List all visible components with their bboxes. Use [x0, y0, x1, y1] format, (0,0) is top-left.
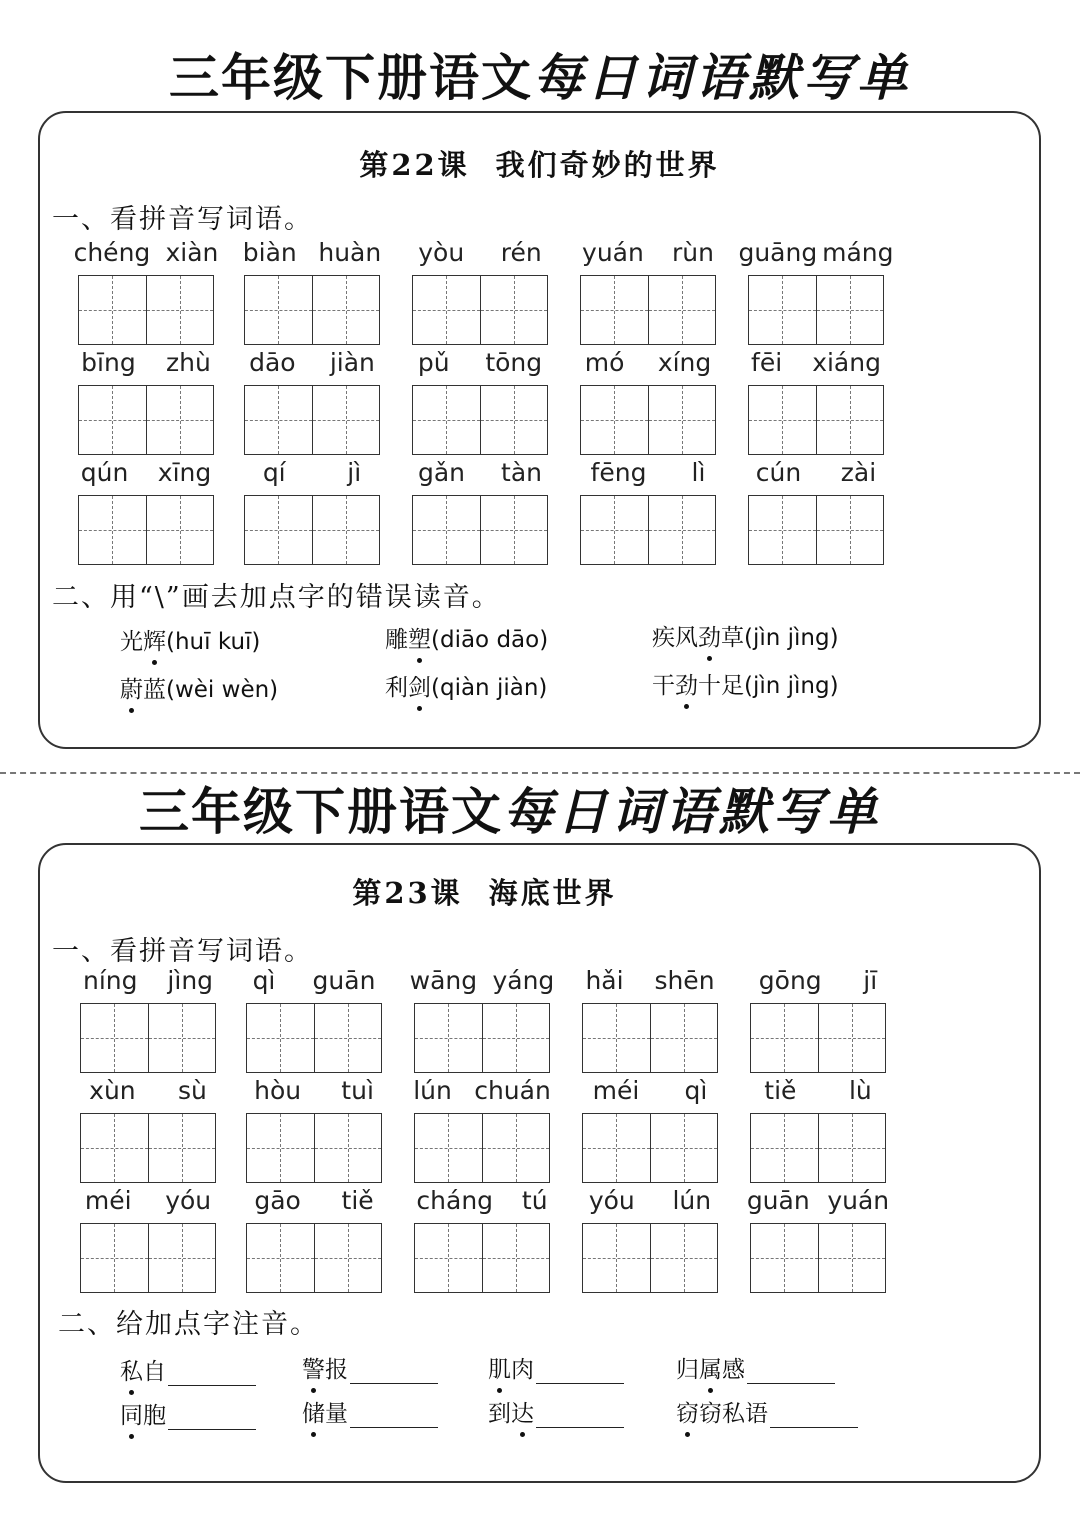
pinyin-syllable: lì	[691, 458, 706, 487]
writing-box[interactable]	[78, 495, 214, 565]
pinyin-syllable: xiàn	[165, 238, 219, 267]
pinyin-label	[570, 1075, 730, 1107]
pinyin-cell	[246, 1075, 382, 1185]
tianzige-square[interactable]	[79, 386, 146, 454]
pinyin-label	[66, 237, 226, 269]
tianzige-square[interactable]	[480, 386, 548, 454]
pinyin-syllable: gǎn	[417, 458, 466, 487]
writing-box[interactable]	[78, 275, 214, 345]
pinyin-cell	[412, 347, 548, 457]
tianzige-square[interactable]	[148, 1224, 216, 1292]
writing-box[interactable]	[412, 385, 548, 455]
pinyin-cell	[78, 457, 214, 567]
writing-box[interactable]	[80, 1113, 216, 1183]
writing-box[interactable]	[582, 1003, 718, 1073]
writing-box[interactable]	[80, 1003, 216, 1073]
tianzige-square[interactable]	[818, 1114, 886, 1182]
writing-box[interactable]	[582, 1113, 718, 1183]
pinyin-syllable: shēn	[654, 966, 715, 995]
pinyin-syllable: biàn	[242, 238, 297, 267]
writing-box[interactable]	[412, 495, 548, 565]
pinyin-syllable: jiàn	[329, 348, 375, 377]
writing-box[interactable]	[580, 495, 716, 565]
tianzige-square[interactable]	[413, 276, 480, 344]
tianzige-square[interactable]	[148, 1114, 216, 1182]
answer-blank[interactable]	[747, 1361, 835, 1384]
banner-title-main: 三年级下册语文	[169, 48, 533, 107]
banner-2	[0, 782, 1050, 842]
pinyin-syllable: lún	[672, 1186, 712, 1215]
tianzige-square[interactable]	[816, 276, 884, 344]
question-item: 私自	[120, 1353, 256, 1386]
pinyin-syllable: pǔ	[417, 348, 450, 377]
pinyin-syllable: guāng	[738, 238, 818, 267]
pinyin-label	[402, 965, 562, 997]
pinyin-label	[736, 457, 896, 489]
pinyin-syllable: rén	[500, 238, 542, 267]
tianzige-square[interactable]	[751, 1114, 818, 1182]
pinyin-syllable: cháng	[416, 1186, 494, 1215]
tianzige-square[interactable]	[413, 496, 480, 564]
writing-box[interactable]	[246, 1003, 382, 1073]
pinyin-syllable: dāo	[249, 348, 296, 377]
pinyin-label	[738, 965, 898, 997]
cut-line	[0, 772, 1080, 774]
tianzige-square[interactable]	[247, 1114, 314, 1182]
tianzige-square[interactable]	[648, 386, 716, 454]
pinyin-syllable: yòu	[418, 238, 465, 267]
pinyin-syllable: lù	[848, 1076, 872, 1105]
tianzige-square[interactable]	[650, 1004, 718, 1072]
pinyin-label	[232, 347, 392, 379]
banner-title-sub: 每日词语默写单	[533, 48, 911, 107]
tianzige-square[interactable]	[415, 1224, 482, 1292]
pinyin-syllable: yóu	[165, 1186, 212, 1215]
pinyin-label	[232, 457, 392, 489]
pinyin-syllable: zài	[840, 458, 877, 487]
pinyin-cell	[750, 965, 886, 1075]
pinyin-label	[234, 1185, 394, 1217]
writing-box[interactable]	[580, 275, 716, 345]
answer-blank[interactable]	[536, 1361, 624, 1384]
pinyin-syllable: huàn	[318, 238, 382, 267]
tianzige-square[interactable]	[146, 496, 214, 564]
tianzige-square[interactable]	[749, 496, 816, 564]
pinyin-syllable: chuán	[474, 1076, 551, 1105]
question-item: 光辉(huī kuī)	[120, 623, 260, 656]
pinyin-cell	[244, 237, 380, 347]
writing-box[interactable]	[80, 1223, 216, 1293]
tianzige-square[interactable]	[648, 276, 716, 344]
pinyin-syllable: yóu	[588, 1186, 635, 1215]
pinyin-syllable: máng	[822, 238, 894, 267]
pinyin-cell	[748, 347, 884, 457]
pinyin-syllable: mó	[584, 348, 625, 377]
tianzige-square[interactable]	[415, 1114, 482, 1182]
pinyin-label	[568, 347, 728, 379]
pinyin-cell	[748, 457, 884, 567]
pinyin-cell	[80, 1185, 216, 1295]
writing-box[interactable]	[412, 275, 548, 345]
pinyin-cell	[580, 237, 716, 347]
writing-box[interactable]	[750, 1113, 886, 1183]
pinyin-cell	[246, 1185, 382, 1295]
pinyin-syllable: sù	[177, 1076, 207, 1105]
pinyin-cell	[414, 1075, 550, 1185]
pinyin-syllable: jì	[347, 458, 362, 487]
answer-blank[interactable]	[350, 1361, 438, 1384]
pinyin-syllable: jìng	[167, 966, 214, 995]
tianzige-square[interactable]	[581, 496, 648, 564]
lesson-name: 海底世界	[488, 876, 617, 910]
pinyin-syllable: yuán	[582, 238, 644, 267]
tianzige-square[interactable]	[245, 276, 312, 344]
pinyin-label	[402, 1185, 562, 1217]
tianzige-square[interactable]	[816, 386, 884, 454]
pinyin-cell	[582, 1075, 718, 1185]
tianzige-square[interactable]	[81, 1004, 148, 1072]
question-item: 雕塑(diāo dāo)	[385, 621, 548, 654]
question-item: 警报	[302, 1351, 438, 1384]
pinyin-label	[234, 1075, 394, 1107]
writing-box[interactable]	[246, 1113, 382, 1183]
tianzige-square[interactable]	[482, 1114, 550, 1182]
pinyin-label	[568, 237, 728, 269]
writing-box[interactable]	[582, 1223, 718, 1293]
tianzige-square[interactable]	[751, 1224, 818, 1292]
tianzige-square[interactable]	[81, 1224, 148, 1292]
pinyin-label	[68, 1185, 228, 1217]
question-item: 到达	[488, 1395, 624, 1428]
pinyin-syllable: gōng	[758, 966, 822, 995]
tianzige-square[interactable]	[482, 1224, 550, 1292]
tianzige-square[interactable]	[146, 276, 214, 344]
pinyin-cell	[80, 965, 216, 1075]
pinyin-cell	[244, 457, 380, 567]
answer-blank[interactable]	[770, 1405, 858, 1428]
pinyin-syllable: níng	[82, 966, 138, 995]
tianzige-square[interactable]	[146, 386, 214, 454]
tianzige-square[interactable]	[247, 1004, 314, 1072]
question-item: 蔚蓝(wèi wèn)	[120, 671, 278, 704]
pinyin-syllable: chéng	[73, 238, 151, 267]
pinyin-syllable: jī	[863, 966, 878, 995]
writing-box[interactable]	[246, 1223, 382, 1293]
tianzige-square[interactable]	[581, 276, 648, 344]
pinyin-cell	[580, 347, 716, 457]
tianzige-square[interactable]	[482, 1004, 550, 1072]
tianzige-square[interactable]	[79, 496, 146, 564]
answer-blank[interactable]	[536, 1405, 624, 1428]
pinyin-label	[570, 965, 730, 997]
tianzige-square[interactable]	[312, 276, 380, 344]
pinyin-cell	[746, 1185, 890, 1295]
pinyin-syllable: méi	[84, 1186, 132, 1215]
tianzige-square[interactable]	[650, 1114, 718, 1182]
pinyin-syllable: fēng	[590, 458, 647, 487]
tianzige-square[interactable]	[314, 1004, 382, 1072]
tianzige-square[interactable]	[245, 496, 312, 564]
pinyin-cell	[73, 237, 219, 347]
pinyin-syllable: qì	[252, 966, 276, 995]
writing-box[interactable]	[414, 1003, 550, 1073]
tianzige-square[interactable]	[314, 1114, 382, 1182]
pinyin-label	[232, 237, 392, 269]
pinyin-label	[66, 347, 226, 379]
pinyin-cell	[738, 237, 894, 347]
pinyin-syllable: guān	[746, 1186, 810, 1215]
question-item: 窃窃私语	[676, 1395, 858, 1428]
tianzige-square[interactable]	[818, 1224, 886, 1292]
pinyin-label	[68, 1075, 228, 1107]
pinyin-syllable: guān	[312, 966, 376, 995]
tianzige-square[interactable]	[749, 276, 816, 344]
pinyin-cell	[414, 1185, 550, 1295]
tianzige-square[interactable]	[749, 386, 816, 454]
pinyin-cell	[580, 457, 716, 567]
pinyin-syllable: yáng	[492, 966, 555, 995]
pinyin-syllable: gāo	[254, 1186, 301, 1215]
pinyin-label	[400, 237, 560, 269]
pinyin-label	[400, 347, 560, 379]
pinyin-cell	[244, 347, 380, 457]
tianzige-square[interactable]	[816, 496, 884, 564]
lesson-number: 第23课	[352, 876, 463, 910]
pinyin-syllable: xíng	[657, 348, 712, 377]
writing-box[interactable]	[748, 385, 884, 455]
tianzige-square[interactable]	[751, 1004, 818, 1072]
worksheet-panel-2	[38, 843, 1041, 1483]
pinyin-cell	[78, 347, 214, 457]
pinyin-syllable: tú	[521, 1186, 548, 1215]
pinyin-label	[66, 457, 226, 489]
writing-box[interactable]	[244, 275, 380, 345]
tianzige-square[interactable]	[583, 1114, 650, 1182]
pinyin-syllable: tōng	[485, 348, 543, 377]
question-item: 肌肉	[488, 1351, 624, 1384]
answer-blank[interactable]	[350, 1405, 438, 1428]
pinyin-cell	[80, 1075, 216, 1185]
pinyin-label	[402, 1075, 562, 1107]
question-item: 同胞	[120, 1397, 256, 1430]
pinyin-syllable: xùn	[89, 1076, 136, 1105]
section-title-pinyin: 一、看拼音写词语。	[52, 204, 313, 235]
tianzige-square[interactable]	[480, 496, 548, 564]
pinyin-syllable: tàn	[501, 458, 542, 487]
writing-box[interactable]	[78, 385, 214, 455]
writing-box[interactable]	[750, 1223, 886, 1293]
pinyin-syllable: xiáng	[812, 348, 881, 377]
tianzige-square[interactable]	[650, 1224, 718, 1292]
banner-1	[0, 48, 1080, 108]
tianzige-square[interactable]	[415, 1004, 482, 1072]
tianzige-square[interactable]	[312, 496, 380, 564]
tianzige-square[interactable]	[413, 386, 480, 454]
lesson-title-1	[40, 143, 1039, 184]
writing-box[interactable]	[414, 1113, 550, 1183]
pinyin-syllable: qì	[684, 1076, 708, 1105]
tianzige-square[interactable]	[648, 496, 716, 564]
pinyin-label	[570, 1185, 730, 1217]
question-item: 归属感	[676, 1351, 835, 1384]
pinyin-cell	[246, 965, 382, 1075]
pinyin-cell	[409, 965, 555, 1075]
pinyin-cell	[412, 457, 548, 567]
tianzige-square[interactable]	[314, 1224, 382, 1292]
pinyin-syllable: yuán	[827, 1186, 890, 1215]
pinyin-syllable: hòu	[254, 1076, 302, 1105]
pinyin-label	[568, 457, 728, 489]
pinyin-syllable: qí	[262, 458, 286, 487]
lesson-title-2	[0, 871, 984, 912]
pinyin-label	[68, 965, 228, 997]
writing-box[interactable]	[244, 385, 380, 455]
banner-title-main: 三年级下册语文	[139, 782, 503, 841]
pinyin-cell	[750, 1075, 886, 1185]
pinyin-syllable: lún	[413, 1076, 452, 1105]
question-item: 利剑(qiàn jiàn)	[385, 669, 547, 702]
worksheet-panel-1	[38, 111, 1041, 749]
lesson-name: 我们奇妙的世界	[495, 148, 720, 182]
tianzige-square[interactable]	[480, 276, 548, 344]
pinyin-syllable: zhù	[166, 348, 211, 377]
writing-box[interactable]	[748, 495, 884, 565]
pinyin-syllable: tuì	[341, 1076, 374, 1105]
lesson-number: 第22课	[359, 148, 470, 182]
pinyin-label	[738, 1185, 898, 1217]
question-item: 疾风劲草(jìn jìng)	[652, 619, 839, 652]
pinyin-cell	[412, 237, 548, 347]
writing-box[interactable]	[750, 1003, 886, 1073]
tianzige-square[interactable]	[79, 276, 146, 344]
pinyin-syllable: qún	[80, 458, 129, 487]
pinyin-syllable: méi	[592, 1076, 640, 1105]
pinyin-syllable: fēi	[751, 348, 783, 377]
writing-box[interactable]	[244, 495, 380, 565]
tianzige-square[interactable]	[583, 1004, 650, 1072]
tianzige-square[interactable]	[312, 386, 380, 454]
pinyin-syllable: tiě	[341, 1186, 374, 1215]
pinyin-syllable: cún	[755, 458, 802, 487]
question-item: 干劲十足(jìn jìng)	[652, 667, 839, 700]
tianzige-square[interactable]	[247, 1224, 314, 1292]
tianzige-square[interactable]	[148, 1004, 216, 1072]
section-title-pinyin: 一、看拼音写词语。	[52, 936, 313, 967]
pinyin-syllable: bīng	[81, 348, 136, 377]
tianzige-square[interactable]	[581, 386, 648, 454]
tianzige-square[interactable]	[818, 1004, 886, 1072]
writing-box[interactable]	[414, 1223, 550, 1293]
pinyin-label	[400, 457, 560, 489]
pinyin-label	[234, 965, 394, 997]
tianzige-square[interactable]	[81, 1114, 148, 1182]
question-item: 储量	[302, 1395, 438, 1428]
pinyin-syllable: xīng	[157, 458, 212, 487]
writing-box[interactable]	[580, 385, 716, 455]
pinyin-syllable: tiě	[764, 1076, 797, 1105]
writing-box[interactable]	[748, 275, 884, 345]
pinyin-syllable: hǎi	[585, 966, 624, 995]
pinyin-syllable: rùn	[671, 238, 714, 267]
pinyin-label	[736, 347, 896, 379]
pinyin-cell	[582, 965, 718, 1075]
tianzige-square[interactable]	[245, 386, 312, 454]
banner-title-sub: 每日词语默写单	[503, 782, 881, 841]
pinyin-cell	[582, 1185, 718, 1295]
answer-blank[interactable]	[168, 1363, 256, 1386]
pinyin-label	[736, 237, 896, 269]
section-title-annotate: 二、给加点字注音。	[58, 1309, 319, 1340]
pinyin-syllable: wāng	[409, 966, 478, 995]
pinyin-label	[738, 1075, 898, 1107]
answer-blank[interactable]	[168, 1407, 256, 1430]
section-title-correct: 二、用“\”画去加点字的错误读音。	[52, 582, 501, 613]
tianzige-square[interactable]	[583, 1224, 650, 1292]
